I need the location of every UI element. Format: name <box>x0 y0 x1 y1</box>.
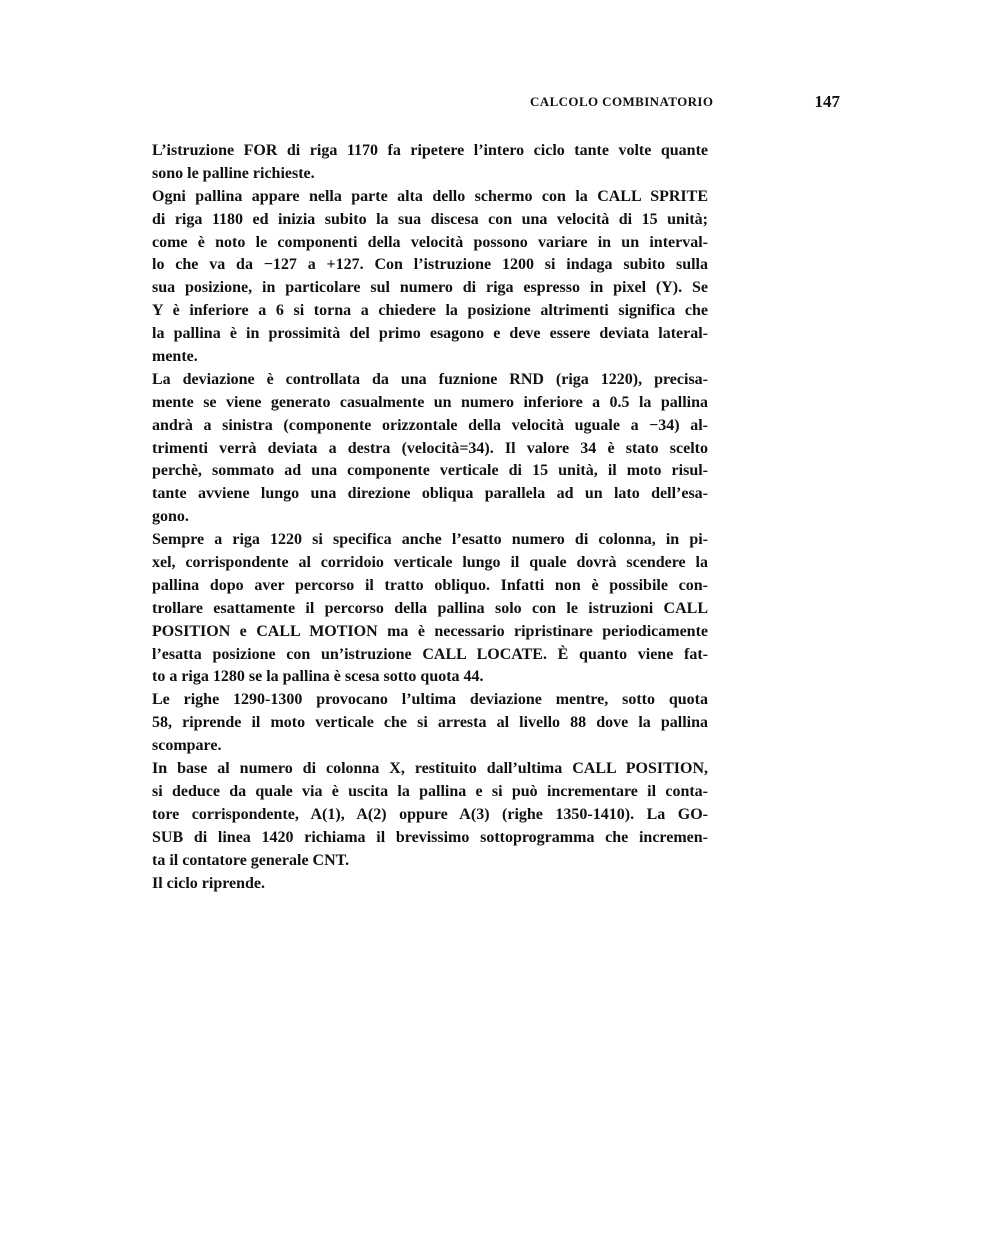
text-line: di riga 1180 ed inizia subito la sua discesa con una velocità di 15 unità; <box>152 210 708 228</box>
text-line: la pallina è in prossimità del primo esagono e deve essere deviata lateral- <box>152 325 708 343</box>
text-line: Ogni pallina appare nella parte alta dello schermo con la CALL SPRITE <box>152 187 708 205</box>
text-line: scompare. <box>152 737 222 755</box>
text-line: Sempre a riga 1220 si specifica anche l’esatto numero di colonna, in pi- <box>152 531 708 549</box>
text-line: mente se viene generato casualmente un numero inferiore a 0.5 la pallina <box>152 393 708 411</box>
text-line: perchè, sommato ad una componente verticale di 15 unità, il moto risul- <box>152 462 708 480</box>
text-line: si deduce da quale via è uscita la pallina e si può incrementare il conta- <box>152 782 708 800</box>
text-line: tante avviene lungo una direzione obliqua parallela ad un lato dell’esa- <box>152 485 708 503</box>
text-line: sono le palline richieste. <box>152 164 315 182</box>
text-line: trimenti verrà deviata a destra (velocità=34). Il valore 34 è stato scelto <box>152 439 708 457</box>
page-number: 147 <box>814 92 840 111</box>
text-line: Il ciclo riprende. <box>152 874 266 892</box>
text-line: trollare esattamente il percorso della pallina solo con le istruzioni CALL <box>152 599 708 617</box>
body-text <box>152 140 708 895</box>
text-line: sua posizione, in particolare sul numero di riga espresso in pixel (Y). Se <box>152 279 708 297</box>
text-line: lo che va da −127 a +127. Con l’istruzione 1200 si indaga subito sulla <box>152 256 708 274</box>
text-line: xel, corrispondente al corridoio verticale lungo il quale dovrà scendere la <box>152 554 708 572</box>
text-line: mente. <box>152 348 198 366</box>
text-line: L’istruzione FOR di riga 1170 fa ripetere l’intero ciclo tante volte quante <box>152 142 708 159</box>
text-line: SUB di linea 1420 richiama il brevissimo sottoprogramma che incremen- <box>152 828 708 846</box>
text-line: tore corrispondente, A(1), A(2) oppure A(3) (righe 1350-1410). La GO- <box>152 805 708 823</box>
running-header <box>520 92 850 116</box>
text-line: Le righe 1290-1300 provocano l’ultima deviazione mentre, sotto quota <box>152 691 708 709</box>
text-line: 58, riprende il moto verticale che si arresta al livello 88 dove la pallina <box>152 714 708 732</box>
text-line: gono. <box>152 508 189 526</box>
text-line: In base al numero di colonna X, restituito dall’ultima CALL POSITION, <box>152 760 708 778</box>
text-line: to a riga 1280 se la pallina è scesa sotto quota 44. <box>152 668 484 686</box>
text-line: l’esatta posizione con un’istruzione CALL LOCATE. È quanto viene fat- <box>152 645 708 663</box>
text-line: come è noto le componenti della velocità possono variare in un interval- <box>152 233 708 251</box>
text-line: Y è inferiore a 6 si torna a chiedere la posizione altrimenti significa che <box>152 302 708 320</box>
text-line: POSITION e CALL MOTION ma è necessario ripristinare periodicamente <box>152 622 708 640</box>
running-title: CALCOLO COMBINATORIO <box>530 94 714 109</box>
text-line: pallina dopo aver percorso il tratto obliquo. Infatti non è possibile con- <box>152 576 708 594</box>
text-line: La deviazione è controllata da una fuznione RND (riga 1220), precisa- <box>152 370 708 388</box>
text-line: ta il contatore generale CNT. <box>152 851 350 869</box>
text-line: andrà a sinistra (componente orizzontale della velocità uguale a −34) al- <box>152 416 708 434</box>
